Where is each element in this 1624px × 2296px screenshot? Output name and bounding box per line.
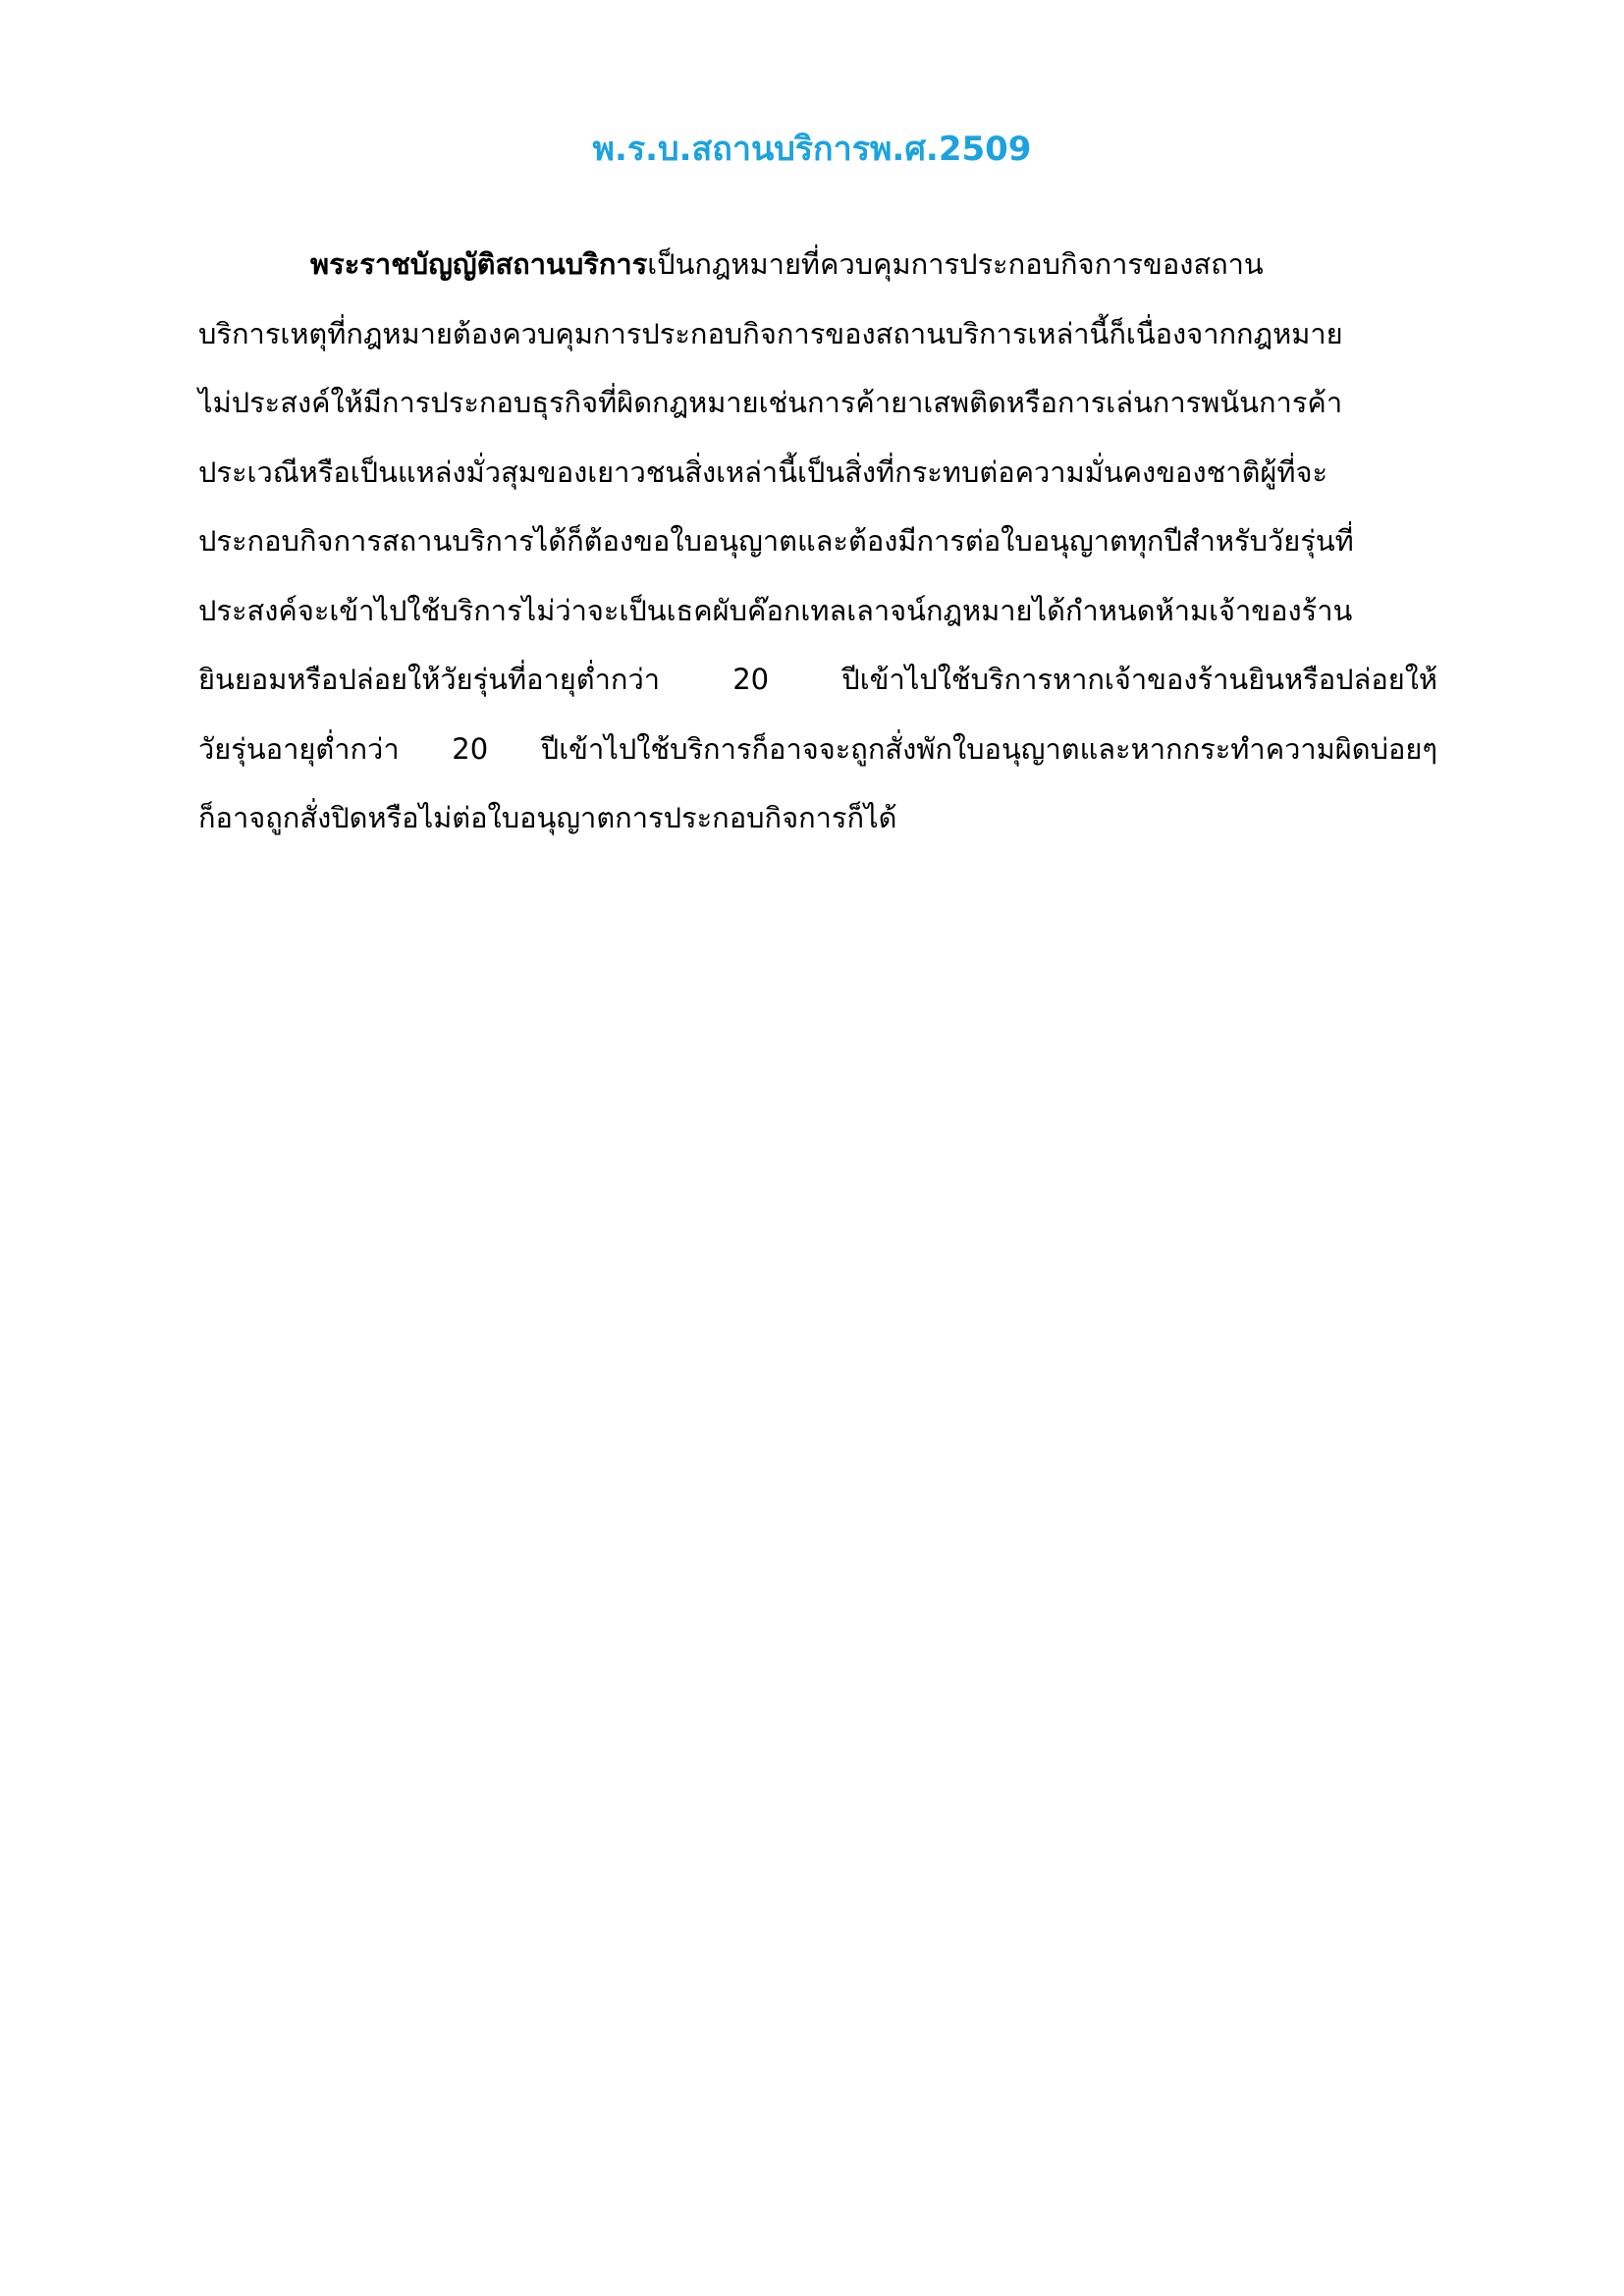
paragraph-line <box>198 230 1437 299</box>
paragraph-line: ก็อาจถูกสั่งปิดหรือไม่ต่อใบอนุญาตการประกอบกิจการก็ได้ <box>198 801 897 834</box>
paragraph-line: ประสงค์จะเข้าไปใช้บริการไม่ว่าจะเป็นเธคผับค๊อกเทลเลาจน์กฎหมายได้กำหนดห้ามเจ้าของร้าน <box>198 593 1353 627</box>
paragraph-line: บริการเหตุที่กฎหมายต้องควบคุมการประกอบกิจการของสถานบริการเหล่านี้ก็เนื่องจากกฎหมาย <box>198 316 1343 350</box>
paragraph-line: วัยรุ่นอายุต่ำกว่า 20 ปีเข้าไปใช้บริการก็อาจจะถูกสั่งพักใบอนุญาตและหากกระทำความผิดบ่อยๆ <box>198 731 1437 766</box>
document-title: พ.ร.บ.สถานบริการพ.ศ.2509 <box>592 130 1032 169</box>
paragraph-line: ไม่ประสงค์ให้มีการประกอบธุรกิจที่ผิดกฎหมายเช่นการค้ายาเสพติดหรือการเล่นการพนันการค้า <box>198 386 1343 419</box>
paragraph-line-text: เป็นกฎหมายที่ควบคุมการประกอบกิจการของสถาน <box>647 247 1264 281</box>
defined-term: พระราชบัญญัติสถานบริการ <box>310 247 648 281</box>
paragraph-line: ประเวณีหรือเป็นแหล่งมั่วสุมของเยาวชนสิ่งเหล่านี้เป็นสิ่งที่กระทบต่อความมั่นคงของชาติผู้ที่จะ <box>198 454 1328 489</box>
paragraph-line: ประกอบกิจการสถานบริการได้ก็ต้องขอใบอนุญาตและต้องมีการต่อใบอนุญาตทุกปีสำหรับวัยรุ่นที่ <box>198 524 1354 558</box>
paragraph-line: ยินยอมหรือปล่อยให้วัยรุ่นที่อายุต่ำกว่า 20 ปีเข้าไปใช้บริการหากเจ้าของร้านยินหรือปล่อยให้ <box>198 663 1437 696</box>
body-paragraph <box>198 230 1437 853</box>
